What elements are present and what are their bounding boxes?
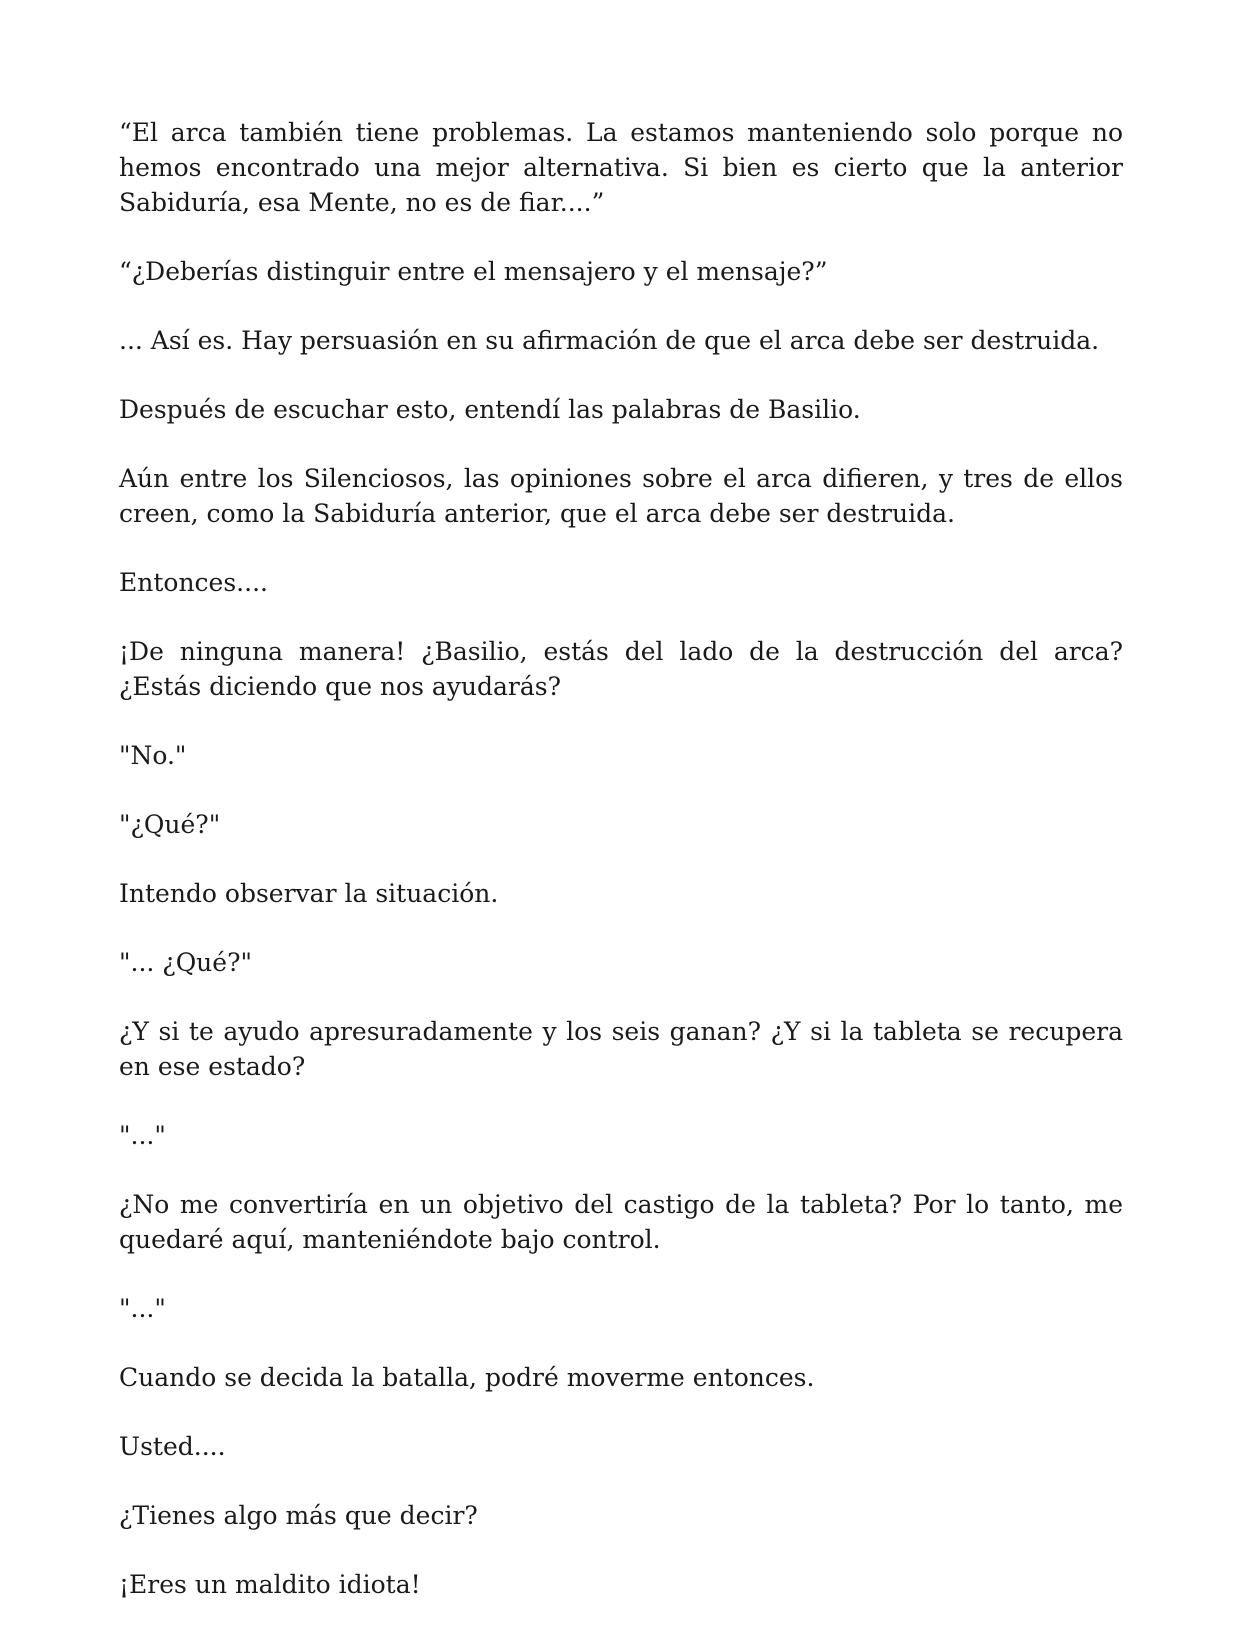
paragraph: Usted.... [119,1432,226,1461]
paragraph: Intendo observar la situación. [119,879,499,908]
paragraph: ¿Tienes algo más que decir? [119,1501,478,1530]
paragraph: ¿Y si te ayudo apresuradamente y los seis ganan? ¿Y si la tableta se recupera en ese estado? [119,1017,1123,1081]
paragraph: ¡Eres un maldito idiota! [119,1570,421,1599]
paragraph: "No." [119,741,187,770]
paragraph: "..." [119,1121,166,1150]
paragraph: Aún entre los Silenciosos, las opiniones sobre el arca difieren, y tres de ellos creen, como la Sabiduría anterior, que el arca debe ser destruida. [119,464,1123,528]
paragraph: Después de escuchar esto, entendí las palabras de Basilio. [119,395,861,424]
paragraph: ... Así es. Hay persuasión en su afirmación de que el arca debe ser destruida. [119,326,1100,355]
paragraph: ¿No me convertiría en un objetivo del castigo de la tableta? Por lo tanto, me quedaré aquí, manteniéndote bajo control. [119,1190,1123,1254]
paragraph: "¿Qué?" [119,810,221,839]
paragraph: "..." [119,1294,166,1323]
paragraph: Entonces.... [119,568,268,597]
paragraph: Cuando se decida la batalla, podré moverme entonces. [119,1363,815,1392]
document-body [119,115,1123,1636]
paragraph: ¡De ninguna manera! ¿Basilio, estás del lado de la destrucción del arca? ¿Estás diciendo que nos ayudarás? [119,637,1123,701]
paragraph: "... ¿Qué?" [119,948,252,977]
paragraph: “¿Deberías distinguir entre el mensajero y el mensaje?” [119,257,828,286]
paragraph: “El arca también tiene problemas. La estamos manteniendo solo porque no hemos encontrado una mejor alternativa. Si bien es cierto que la anterior Sabiduría, esa Mente, no es de fiar....” [119,118,1123,217]
